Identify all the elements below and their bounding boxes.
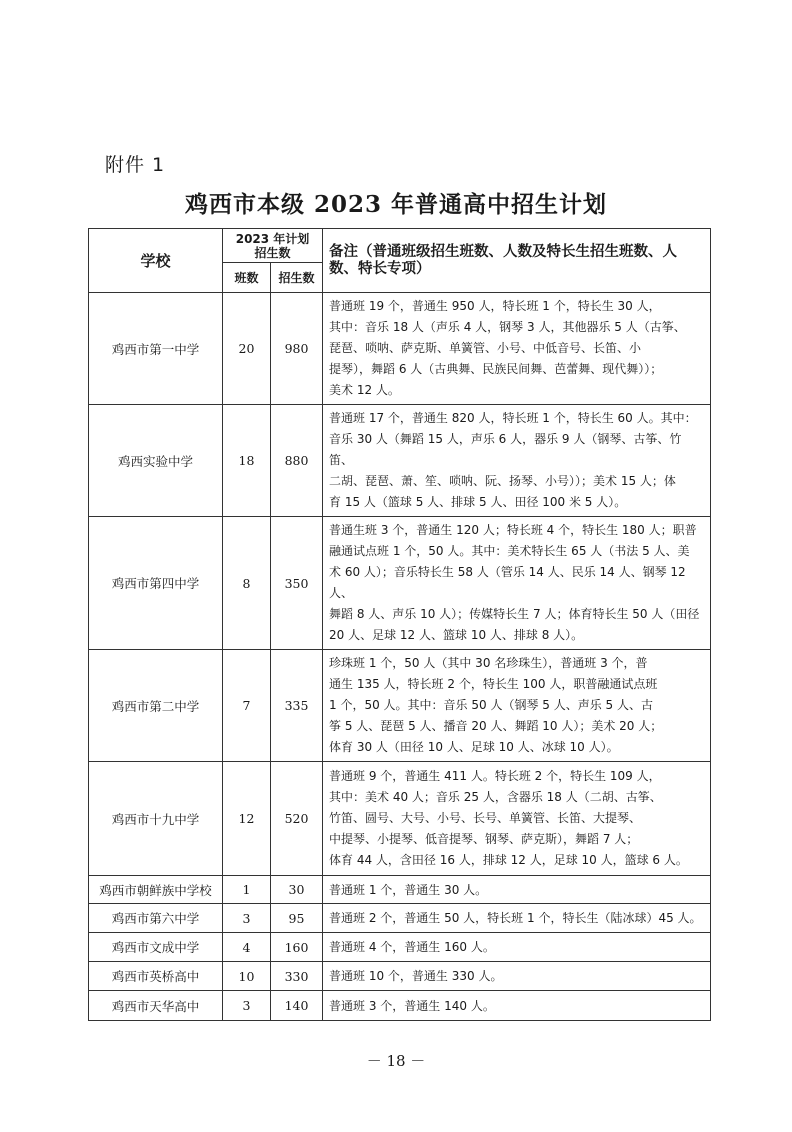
cell-notes: 普通班 10 个，普通生 330 人。: [323, 962, 711, 991]
cell-school: 鸡西市天华高中: [89, 991, 223, 1021]
attachment-label: 附件 1: [105, 154, 166, 176]
table-row: [89, 405, 711, 517]
cell-students: 350: [271, 517, 323, 650]
document-title: 鸡西市本级 2023 年普通高中招生计划: [184, 191, 608, 218]
table-row: [89, 762, 711, 876]
cell-notes: 普通班 2 个，普通生 50 人，特长班 1 个，特长生（陆冰球）45 人。: [323, 904, 711, 933]
cell-notes: 普通班 17 个，普通生 820 人，特长班 1 个，特长生 60 人。其中： 音乐 30 人（舞蹈 15 人，声乐 6 人，器乐 9 人（钢琴、古筝、竹笛、 二胡、琵琶、萧、笙、唢呐、阮、扬琴、小号））；美术 15 人；体 育 15 人（篮球 5 人、排球 5 人、田径 100 米 5 人）。: [323, 405, 711, 517]
header-students: 招生数: [271, 263, 323, 293]
cell-classes: 18: [223, 405, 271, 517]
page-number: － 18 －: [366, 1052, 426, 1070]
cell-school: 鸡西市第一中学: [89, 293, 223, 405]
header-notes: 备注（普通班级招生班数、人数及特长生招生班数、人数、特长专项）: [323, 229, 711, 293]
table-row: [89, 876, 711, 904]
cell-classes: 1: [223, 876, 271, 904]
enrollment-plan-table: [88, 228, 711, 1021]
cell-classes: 3: [223, 991, 271, 1021]
header-plan-line1: 2023 年计划: [235, 231, 310, 246]
cell-school: 鸡西市十九中学: [89, 762, 223, 876]
cell-notes: 普通班 3 个，普通生 140 人。: [323, 991, 711, 1021]
cell-classes: 20: [223, 293, 271, 405]
table-row: [89, 991, 711, 1021]
cell-students: 335: [271, 650, 323, 762]
cell-notes: 普通班 4 个，普通生 160 人。: [323, 933, 711, 962]
cell-school: 鸡西实验中学: [89, 405, 223, 517]
cell-school: 鸡西市第四中学: [89, 517, 223, 650]
cell-notes: 普通生班 3 个，普通生 120 人；特长班 4 个，特长生 180 人；职普 融通试点班 1 个，50 人。其中：美术特长生 65 人（书法 5 人、美 术 60 人）；音乐特长生 58 人（管乐 14 人、民乐 14 人、钢琴 12 人、 舞蹈 8 人、声乐 10 人）；传媒特长生 7 人；体育特长生 50 人（田径 20 人、足球 12 人、篮球 10 人、排球 8 人）。: [323, 517, 711, 650]
table-row: [89, 293, 711, 405]
cell-classes: 12: [223, 762, 271, 876]
cell-school: 鸡西市朝鲜族中学校: [89, 876, 223, 904]
cell-students: 30: [271, 876, 323, 904]
cell-students: 980: [271, 293, 323, 405]
cell-students: 160: [271, 933, 323, 962]
cell-school: 鸡西市英桥高中: [89, 962, 223, 991]
table-row: [89, 517, 711, 650]
header-classes: 班数: [223, 263, 271, 293]
header-plan-group: [223, 229, 323, 263]
cell-school: 鸡西市第二中学: [89, 650, 223, 762]
cell-classes: 10: [223, 962, 271, 991]
cell-classes: 8: [223, 517, 271, 650]
cell-school: 鸡西市文成中学: [89, 933, 223, 962]
cell-students: 95: [271, 904, 323, 933]
header-school: 学校: [89, 229, 223, 293]
header-plan-line2: 招生数: [254, 245, 291, 260]
cell-students: 330: [271, 962, 323, 991]
cell-classes: 4: [223, 933, 271, 962]
cell-notes: 普通班 1 个，普通生 30 人。: [323, 876, 711, 904]
table-row: [89, 904, 711, 933]
cell-students: 140: [271, 991, 323, 1021]
cell-classes: 7: [223, 650, 271, 762]
cell-school: 鸡西市第六中学: [89, 904, 223, 933]
cell-notes: 珍珠班 1 个，50 人（其中 30 名珍珠生），普通班 3 个，普 通生 135 人，特长班 2 个，特长生 100 人，职普融通试点班 1 个，50 人。其中：音乐 50 人（钢琴 5 人、声乐 5 人、古 筝 5 人、琵琶 5 人、播音 20 人、舞蹈 10 人）；美术 20 人； 体育 30 人（田径 10 人、足球 10 人、冰球 10 人）。: [323, 650, 711, 762]
cell-classes: 3: [223, 904, 271, 933]
table-row: [89, 933, 711, 962]
table-row: [89, 962, 711, 991]
cell-students: 520: [271, 762, 323, 876]
cell-notes: 普通班 19 个，普通生 950 人，特长班 1 个，特长生 30 人， 其中：音乐 18 人（声乐 4 人，钢琴 3 人，其他器乐 5 人（古筝、 琵琶、唢呐、萨克斯、单簧管、小号、中低音号、长笛、小 提琴），舞蹈 6 人（古典舞、民族民间舞、芭蕾舞、现代舞））； 美术 12 人。: [323, 293, 711, 405]
cell-notes: 普通班 9 个，普通生 411 人。特长班 2 个，特长生 109 人， 其中：美术 40 人；音乐 25 人，含器乐 18 人（二胡、古筝、 竹笛、圆号、大号、小号、长号、单簧管、长笛、大提琴、 中提琴、小提琴、低音提琴、钢琴、萨克斯），舞蹈 7 人； 体育 44 人，含田径 16 人，排球 12 人，足球 10 人，篮球 6 人。: [323, 762, 711, 876]
table-row: [89, 650, 711, 762]
cell-students: 880: [271, 405, 323, 517]
